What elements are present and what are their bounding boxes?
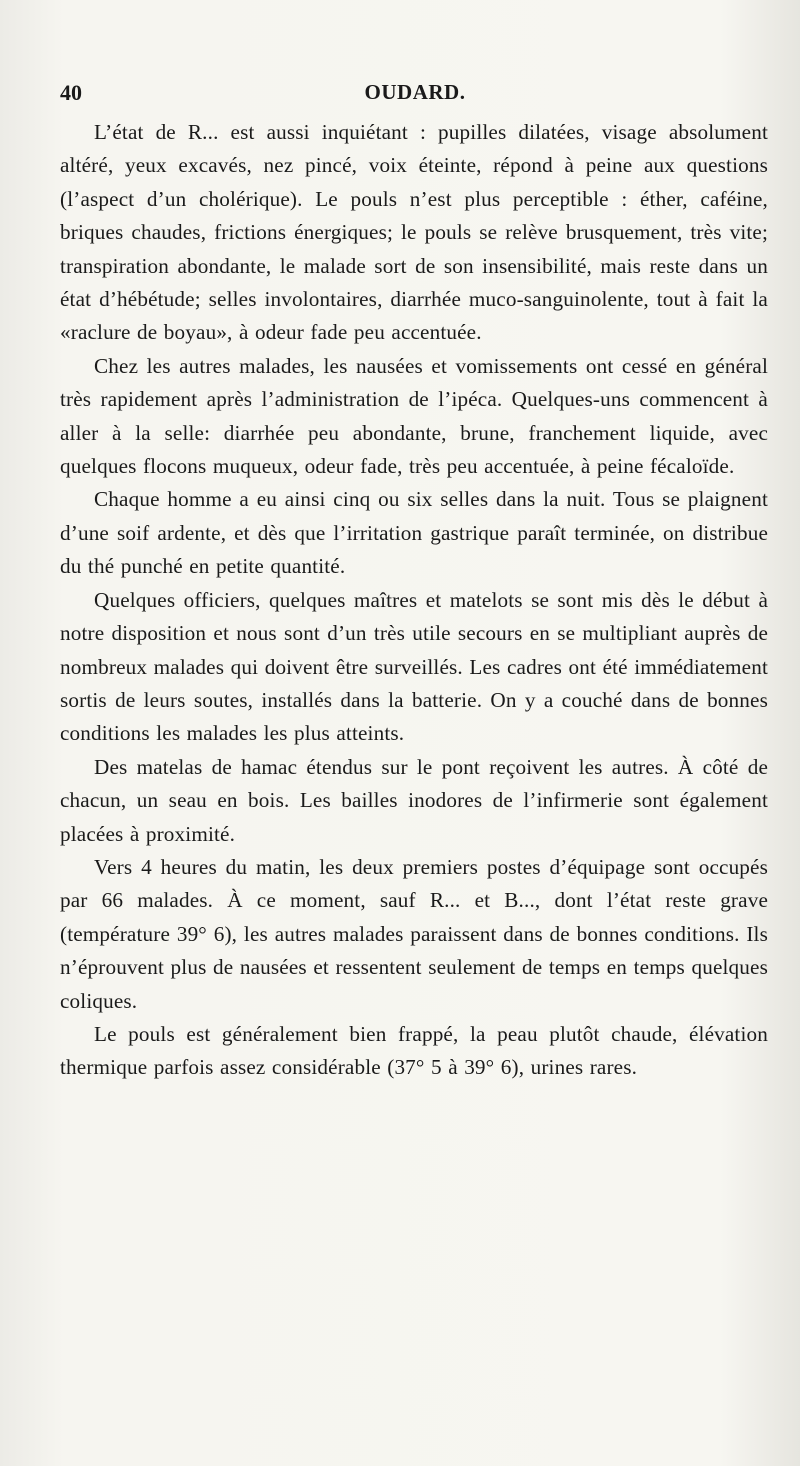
paragraph: Chez les autres malades, les nausées et vomissements ont cessé en général très rapidement après l’administration de l’ipéca. Quelques-uns commencent à aller à la selle: diarrhée peu abondante, brune, franchement liquide, avec quelques flocons muqueux, odeur fade, très peu accentuée, à peine fécaloïde.: [60, 353, 768, 479]
paragraph: Chaque homme a eu ainsi cinq ou six selles dans la nuit. Tous se plaignent d’une soif ardente, et dès que l’irritation gastrique paraît terminée, on distribue du thé punché en petite quantité.: [60, 487, 768, 579]
page-number: 40: [60, 80, 82, 105]
paragraph: Le pouls est généralement bien frappé, la peau plutôt chaude, élévation thermique parfois assez considérable (37° 5 à 39° 6), urines rares.: [60, 1021, 768, 1080]
paragraph: Vers 4 heures du matin, les deux premiers postes d’équipage sont occupés par 66 malades. À ce moment, sauf R... et B..., dont l’état reste grave (température 39° 6), les autres malades paraissent dans de bonnes conditions. Ils n’éprouvent plus de nausées et ressentent seulement de temps en temps quelques coliques.: [60, 854, 768, 1013]
paragraph: Des matelas de hamac étendus sur le pont reçoivent les autres. À côté de chacun, un seau en bois. Les bailles inodores de l’infirmerie sont également placées à proximité.: [60, 754, 768, 846]
paragraph: Quelques officiers, quelques maîtres et matelots se sont mis dès le début à notre disposition et nous sont d’un très utile secours en se multipliant auprès de nombreux malades qui doivent être surveillés. Les cadres ont été immédiatement sortis de leurs soutes, installés dans la batterie. On y a couché dans de bonnes conditions les malades les plus atteints.: [60, 587, 768, 746]
paragraph: L’état de R... est aussi inquiétant : pupilles dilatées, visage absolument altéré, yeux excavés, nez pincé, voix éteinte, répond à peine aux questions (l’aspect d’un cholérique). Le pouls n’est plus perceptible : éther, caféine, briques chaudes, frictions énergiques; le pouls se relève brusquement, très vite; transpiration abondante, le malade sort de son insensibilité, mais reste dans un état d’hébétude; selles involontaires, diarrhée muco-sanguinolente, tout à fait la «raclure de boyau», à odeur fade peu accentuée.: [60, 120, 768, 345]
running-head: OUDARD.: [364, 80, 466, 104]
body-text: [60, 116, 768, 1085]
page-header: [60, 80, 770, 114]
